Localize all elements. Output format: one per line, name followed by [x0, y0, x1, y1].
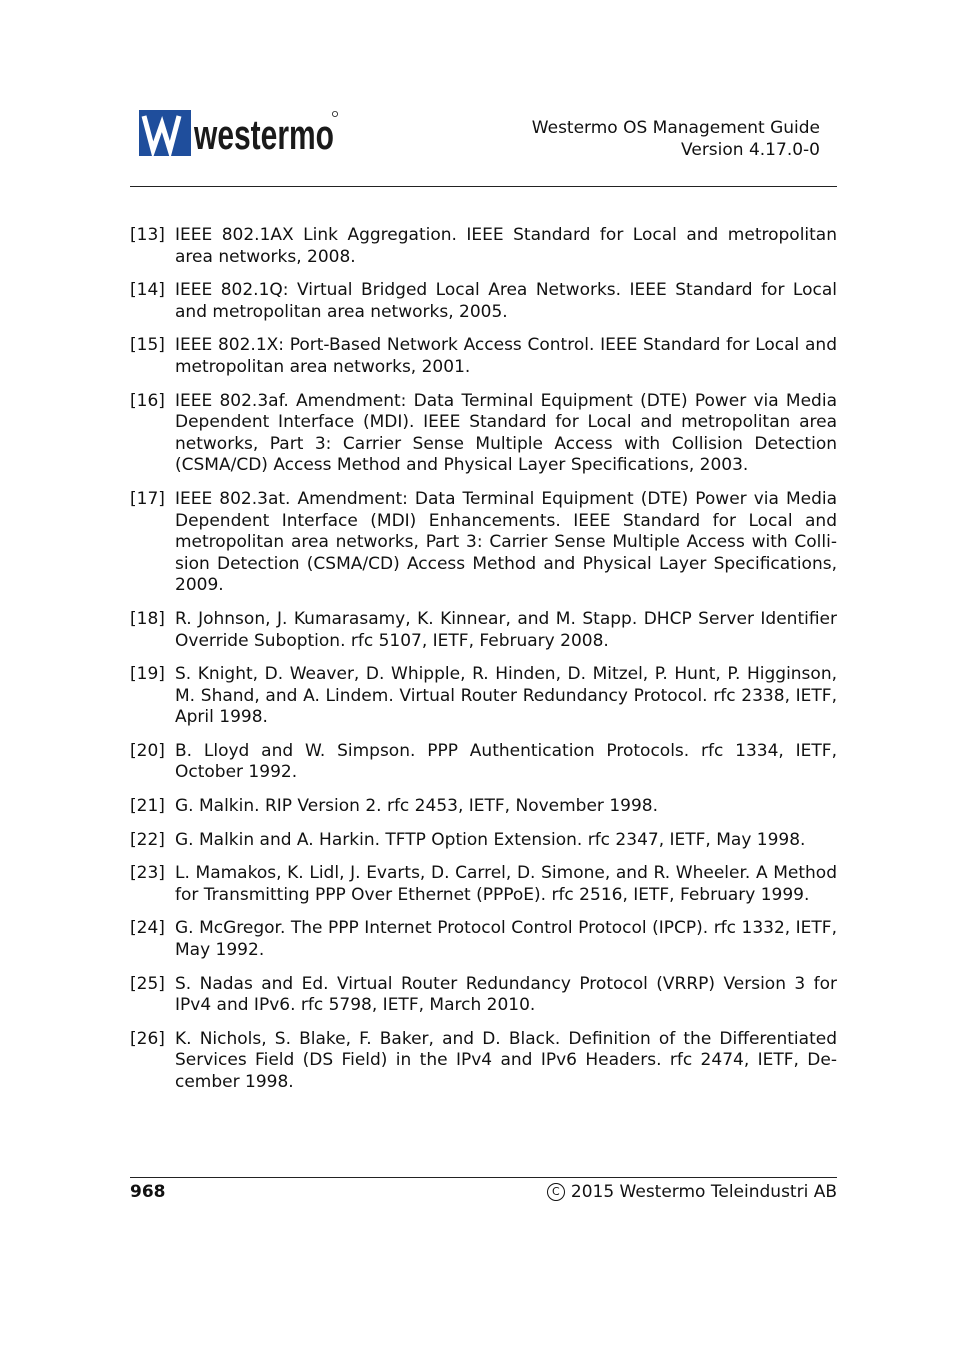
- reference-item: [130, 664, 837, 729]
- reference-text: L. Mamakos, K. Lidl, J. Evarts, D. Carrel, D. Simone, and R. Wheeler. A Method for Transmitting PPP Over Ethernet (PPPoE). rfc 2516, IETF, February 1999.: [175, 863, 837, 905]
- reference-text: S. Nadas and Ed. Virtual Router Redundancy Protocol (VRRP) Version 3 for IPv4 and IPv6. rfc 5798, IETF, March 2010.: [175, 973, 837, 1016]
- reference-item: [130, 335, 837, 378]
- reference-number: [25]: [130, 973, 165, 994]
- reference-item: [130, 609, 837, 652]
- reference-text: K. Nichols, S. Blake, F. Baker, and D. Black. Definition of the Differentiated Services Field (DS Field) in the IPv4 and IPv6 Headers. rfc 2474, IETF, December 1998.: [175, 1028, 837, 1092]
- reference-number: [15]: [130, 335, 165, 356]
- reference-number: [13]: [130, 225, 165, 245]
- reference-number: [23]: [130, 863, 165, 884]
- reference-text: G. McGregor. The PPP Internet Protocol Control Protocol (IPCP). rfc 1332, IETF, May 1992.: [175, 918, 837, 961]
- reference-number: [17]: [130, 488, 165, 509]
- reference-text: IEEE 802.3at. Amendment: Data Terminal Equipment (DTE) Power via Media Dependent Interface (MDI) Enhancements. IEEE Standard for Local and metropolitan area networks, Part 3: Carrier Sense Multiple Access with Collision Detection (CSMA/CD) Access Method and Physical Layer Specifications, 2009.: [175, 488, 837, 596]
- document-title: Westermo OS Management Guide: [531, 118, 820, 138]
- reference-number: [26]: [130, 1028, 165, 1049]
- reference-number: [21]: [130, 796, 165, 817]
- reference-item: [130, 489, 837, 597]
- reference-text: R. Johnson, J. Kumarasamy, K. Kinnear, and M. Stapp. DHCP Server Identifier Override Suboption. rfc 5107, IETF, February 2008.: [175, 608, 837, 651]
- reference-item: [130, 280, 837, 323]
- reference-number: [18]: [130, 608, 165, 629]
- reference-item: [130, 796, 837, 818]
- reference-text: B. Lloyd and W. Simpson. PPP Authentication Protocols. rfc 1334, IETF, October 1992.: [175, 740, 837, 783]
- page-number: 968: [130, 1182, 166, 1202]
- reference-number: [24]: [130, 918, 165, 939]
- document-header: [532, 117, 820, 161]
- reference-number: [20]: [130, 740, 165, 761]
- document-version: Version 4.17.0-0: [681, 140, 820, 160]
- reference-item: [130, 974, 837, 1017]
- reference-item: [130, 741, 837, 784]
- reference-list: [130, 225, 837, 1106]
- reference-text: IEEE 802.1X: Port-Based Network Access Control. IEEE Standard for Local and metropolitan area networks, 2001.: [175, 335, 837, 377]
- reference-number: [14]: [130, 280, 165, 301]
- reference-text: IEEE 802.1Q: Virtual Bridged Local Area Networks. IEEE Standard for Local and metropolitan area networks, 2005.: [175, 280, 837, 322]
- reference-text: G. Malkin and A. Harkin. TFTP Option Extension. rfc 2347, IETF, May 1998.: [175, 829, 806, 850]
- logo-wordmark: westermo: [193, 111, 334, 158]
- reference-item: [130, 1029, 837, 1094]
- reference-item: [130, 830, 837, 852]
- copyright-icon: C: [547, 1183, 565, 1201]
- reference-text: G. Malkin. RIP Version 2. rfc 2453, IETF, November 1998.: [175, 796, 658, 817]
- reference-text: IEEE 802.1AX Link Aggregation. IEEE Standard for Local and metropolitan area networks, 2008.: [175, 225, 837, 267]
- reference-number: [16]: [130, 390, 165, 411]
- copyright-notice: [547, 1182, 837, 1202]
- westermo-logo: [139, 110, 339, 158]
- copyright-text: 2015 Westermo Teleindustri AB: [570, 1182, 837, 1202]
- reference-number: [19]: [130, 664, 165, 685]
- reference-item: [130, 863, 837, 906]
- reference-item: [130, 225, 837, 268]
- reference-item: [130, 391, 837, 477]
- reference-item: [130, 918, 837, 961]
- header-divider: [130, 186, 837, 187]
- footer-divider: [130, 1177, 837, 1178]
- reference-text: S. Knight, D. Weaver, D. Whipple, R. Hinden, D. Mitzel, P. Hunt, P. Higginson, M. Shand, and A. Lindem. Virtual Router Redundancy Protocol. rfc 2338, IETF, April 1998.: [175, 664, 837, 728]
- reference-number: [22]: [130, 829, 165, 850]
- reference-text: IEEE 802.3af. Amendment: Data Terminal Equipment (DTE) Power via Media Dependent Interface (MDI). IEEE Standard for Local and metropolitan area networks, Part 3: Carrier Sense Multiple Access with Collision Detection (CSMA/CD) Access Method and Physical Layer Specifications, 2003.: [175, 390, 837, 476]
